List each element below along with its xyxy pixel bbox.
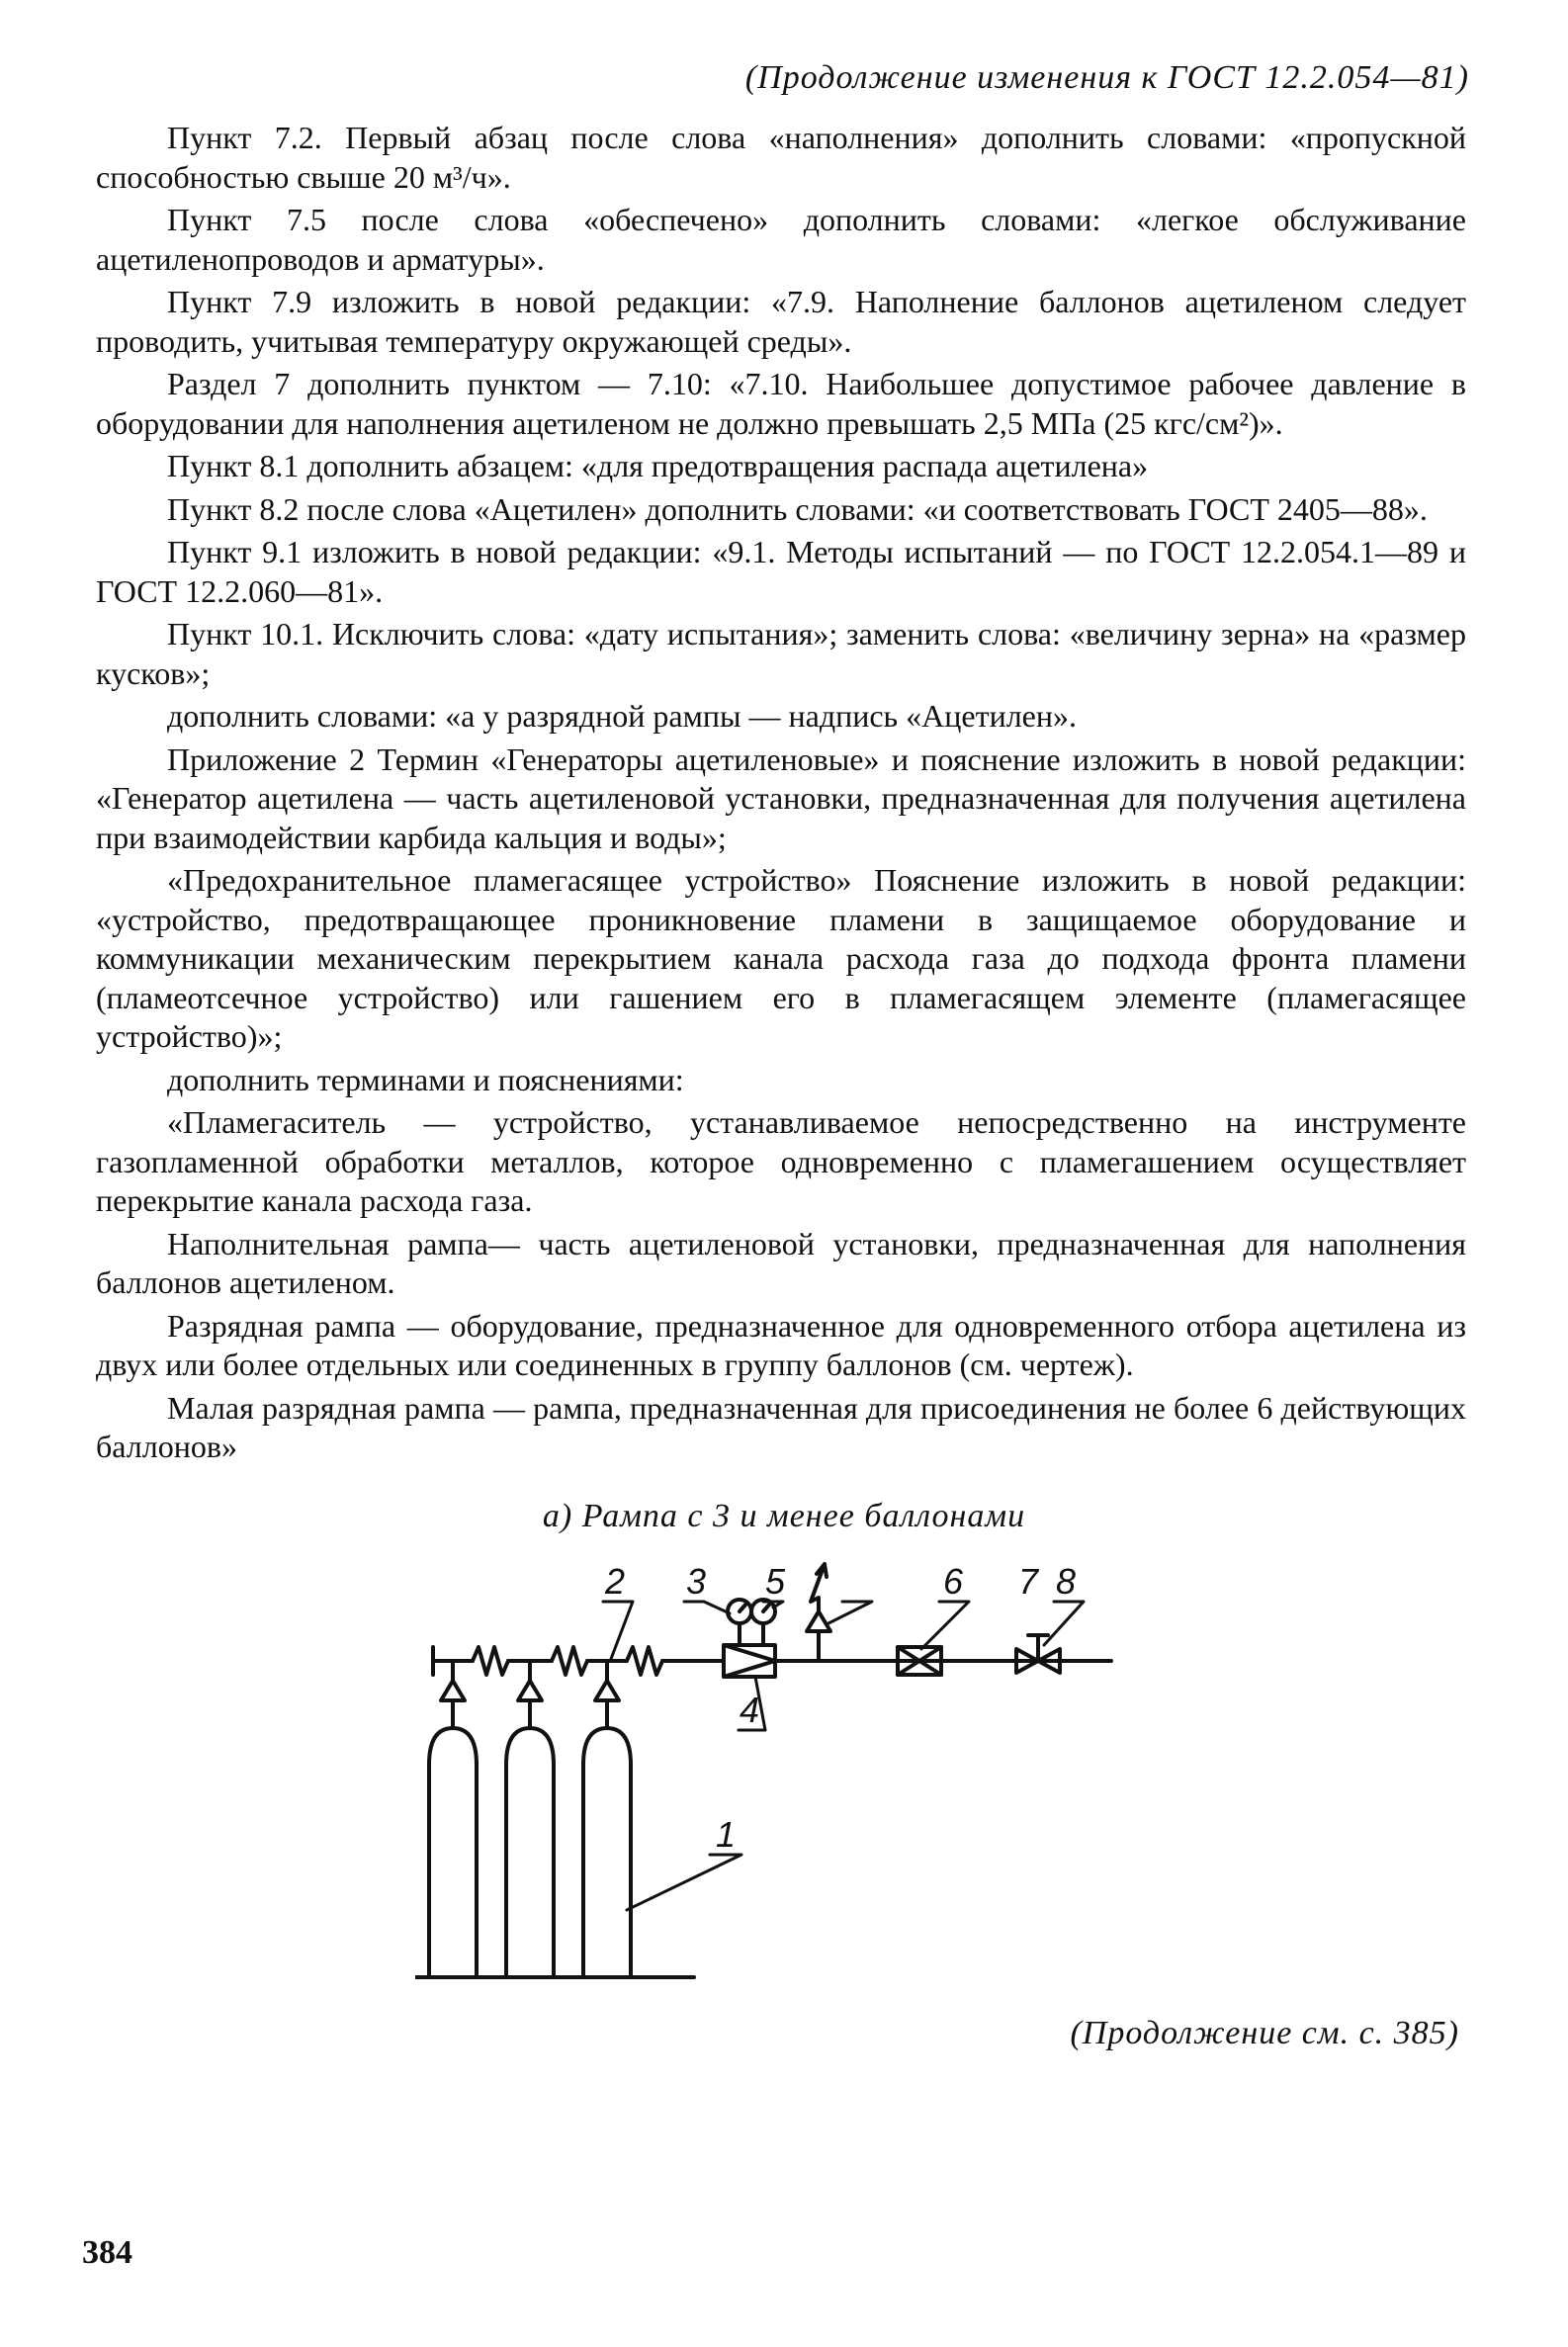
continuation-note: (Продолжение см. с. 385) bbox=[1070, 2015, 1459, 2051]
cylinder-valve bbox=[518, 1661, 542, 1728]
pressure-gauge bbox=[751, 1600, 775, 1645]
relief-valve bbox=[807, 1564, 830, 1661]
paragraph: дополнить словами: «а у разрядной рампы — надпись «Ацетилен». bbox=[167, 698, 1077, 734]
ramp-scheme-diagram bbox=[415, 1562, 1127, 1997]
document-body bbox=[96, 119, 1466, 1471]
paragraph: Наполнительная рампа— часть ацетиленовой установки, предназначенная для наполнения баллонов ацетиленом. bbox=[96, 1225, 1466, 1300]
paragraph: Раздел 7 дополнить пунктом — 7.10: «7.10. Наибольшее допустимое рабочее давление в оборудовании для наполнения ацетиленом не должно превышать 2,5 МПа (25 кгс/см²)». bbox=[96, 366, 1466, 441]
label-7: 7 bbox=[1018, 1562, 1039, 1602]
paragraph: Пункт 7.2. Первый абзац после слова «наполнения» дополнить словами: «пропускной способностью свыше 20 м³/ч». bbox=[96, 120, 1466, 195]
page-header: (Продолжение изменения к ГОСТ 12.2.054—81) bbox=[744, 59, 1469, 96]
cylinder bbox=[506, 1728, 554, 1977]
leader-lines bbox=[603, 1602, 1084, 1910]
paragraph: Малая разрядная рампа — рампа, предназначенная для присоединения не более 6 действующих баллонов» bbox=[96, 1389, 1466, 1464]
paragraph: «Предохранительное пламегасящее устройство» Пояснение изложить в новой редакции: «устройство, предотвращающее проникновение пламени в защищаемое оборудование и коммуникации механическим перекрытием канала расхода газа до подхода фронта пламени (пламеотсечное устройство) или гашением его в пламегасящем элементе (пламегасящее устройство)»; bbox=[96, 862, 1466, 1054]
paragraph: Пункт 7.5 после слова «обеспечено» дополнить словами: «легкое обслуживание ацетиленопроводов и арматуры». bbox=[96, 202, 1466, 277]
cylinder-valve bbox=[595, 1661, 619, 1728]
paragraph: Пункт 8.1 дополнить абзацем: «для предотвращения распада ацетилена» bbox=[167, 448, 1149, 483]
paragraph: Пункт 7.9 изложить в новой редакции: «7.9. Наполнение баллонов ацетиленом следует проводить, учитывая температуру окружающей среды». bbox=[96, 284, 1466, 359]
paragraph: дополнить терминами и пояснениями: bbox=[167, 1061, 684, 1097]
cylinder bbox=[583, 1728, 631, 1977]
collector-pipe bbox=[433, 1647, 724, 1675]
paragraph: Пункт 9.1 изложить в новой редакции: «9.1. Методы испытаний — по ГОСТ 12.2.054.1—89 и ГОСТ 12.2.060—81». bbox=[96, 534, 1466, 609]
cylinder-valve bbox=[441, 1661, 465, 1728]
label-6: 6 bbox=[943, 1562, 964, 1602]
label-3: 3 bbox=[686, 1562, 707, 1602]
label-4: 4 bbox=[740, 1690, 760, 1730]
cylinder bbox=[429, 1728, 477, 1977]
label-2: 2 bbox=[605, 1562, 626, 1602]
label-1: 1 bbox=[716, 1814, 737, 1855]
label-5: 5 bbox=[765, 1562, 786, 1602]
paragraph: Разрядная рампа — оборудование, предназначенное для одновременного отбора ацетилена из двух или более отдельных или соединенных в группу баллонов (см. чертеж). bbox=[96, 1307, 1466, 1382]
pressure-gauge bbox=[728, 1600, 751, 1645]
paragraph: Пункт 10.1. Исключить слова: «дату испытания»; заменить слова: «величину зерна» на «размер кусков»; bbox=[96, 616, 1466, 691]
figure-caption: а) Рампа с 3 и менее баллонами bbox=[542, 1498, 1026, 1534]
paragraph: Приложение 2 Термин «Генераторы ацетиленовые» и пояснение изложить в новой редакции: «Генератор ацетилена — часть ацетиленовой установки, предназначенная для получения ацетилена при взаимодействии карбида кальция и воды»; bbox=[96, 740, 1466, 855]
paragraph: «Пламегаситель — устройство, устанавливаемое непосредственно на инструменте газопламенной обработки металлов, которое одновременно с пламегашением осуществляет перекрытие канала расхода газа. bbox=[96, 1104, 1466, 1218]
label-8: 8 bbox=[1056, 1562, 1077, 1602]
page-number: 384 bbox=[82, 2234, 132, 2271]
paragraph: Пункт 8.2 после слова «Ацетилен» дополнить словами: «и соответствовать ГОСТ 2405—88». bbox=[167, 490, 1428, 527]
shutoff-valve bbox=[1016, 1635, 1060, 1673]
pressure-reducer bbox=[724, 1645, 775, 1677]
